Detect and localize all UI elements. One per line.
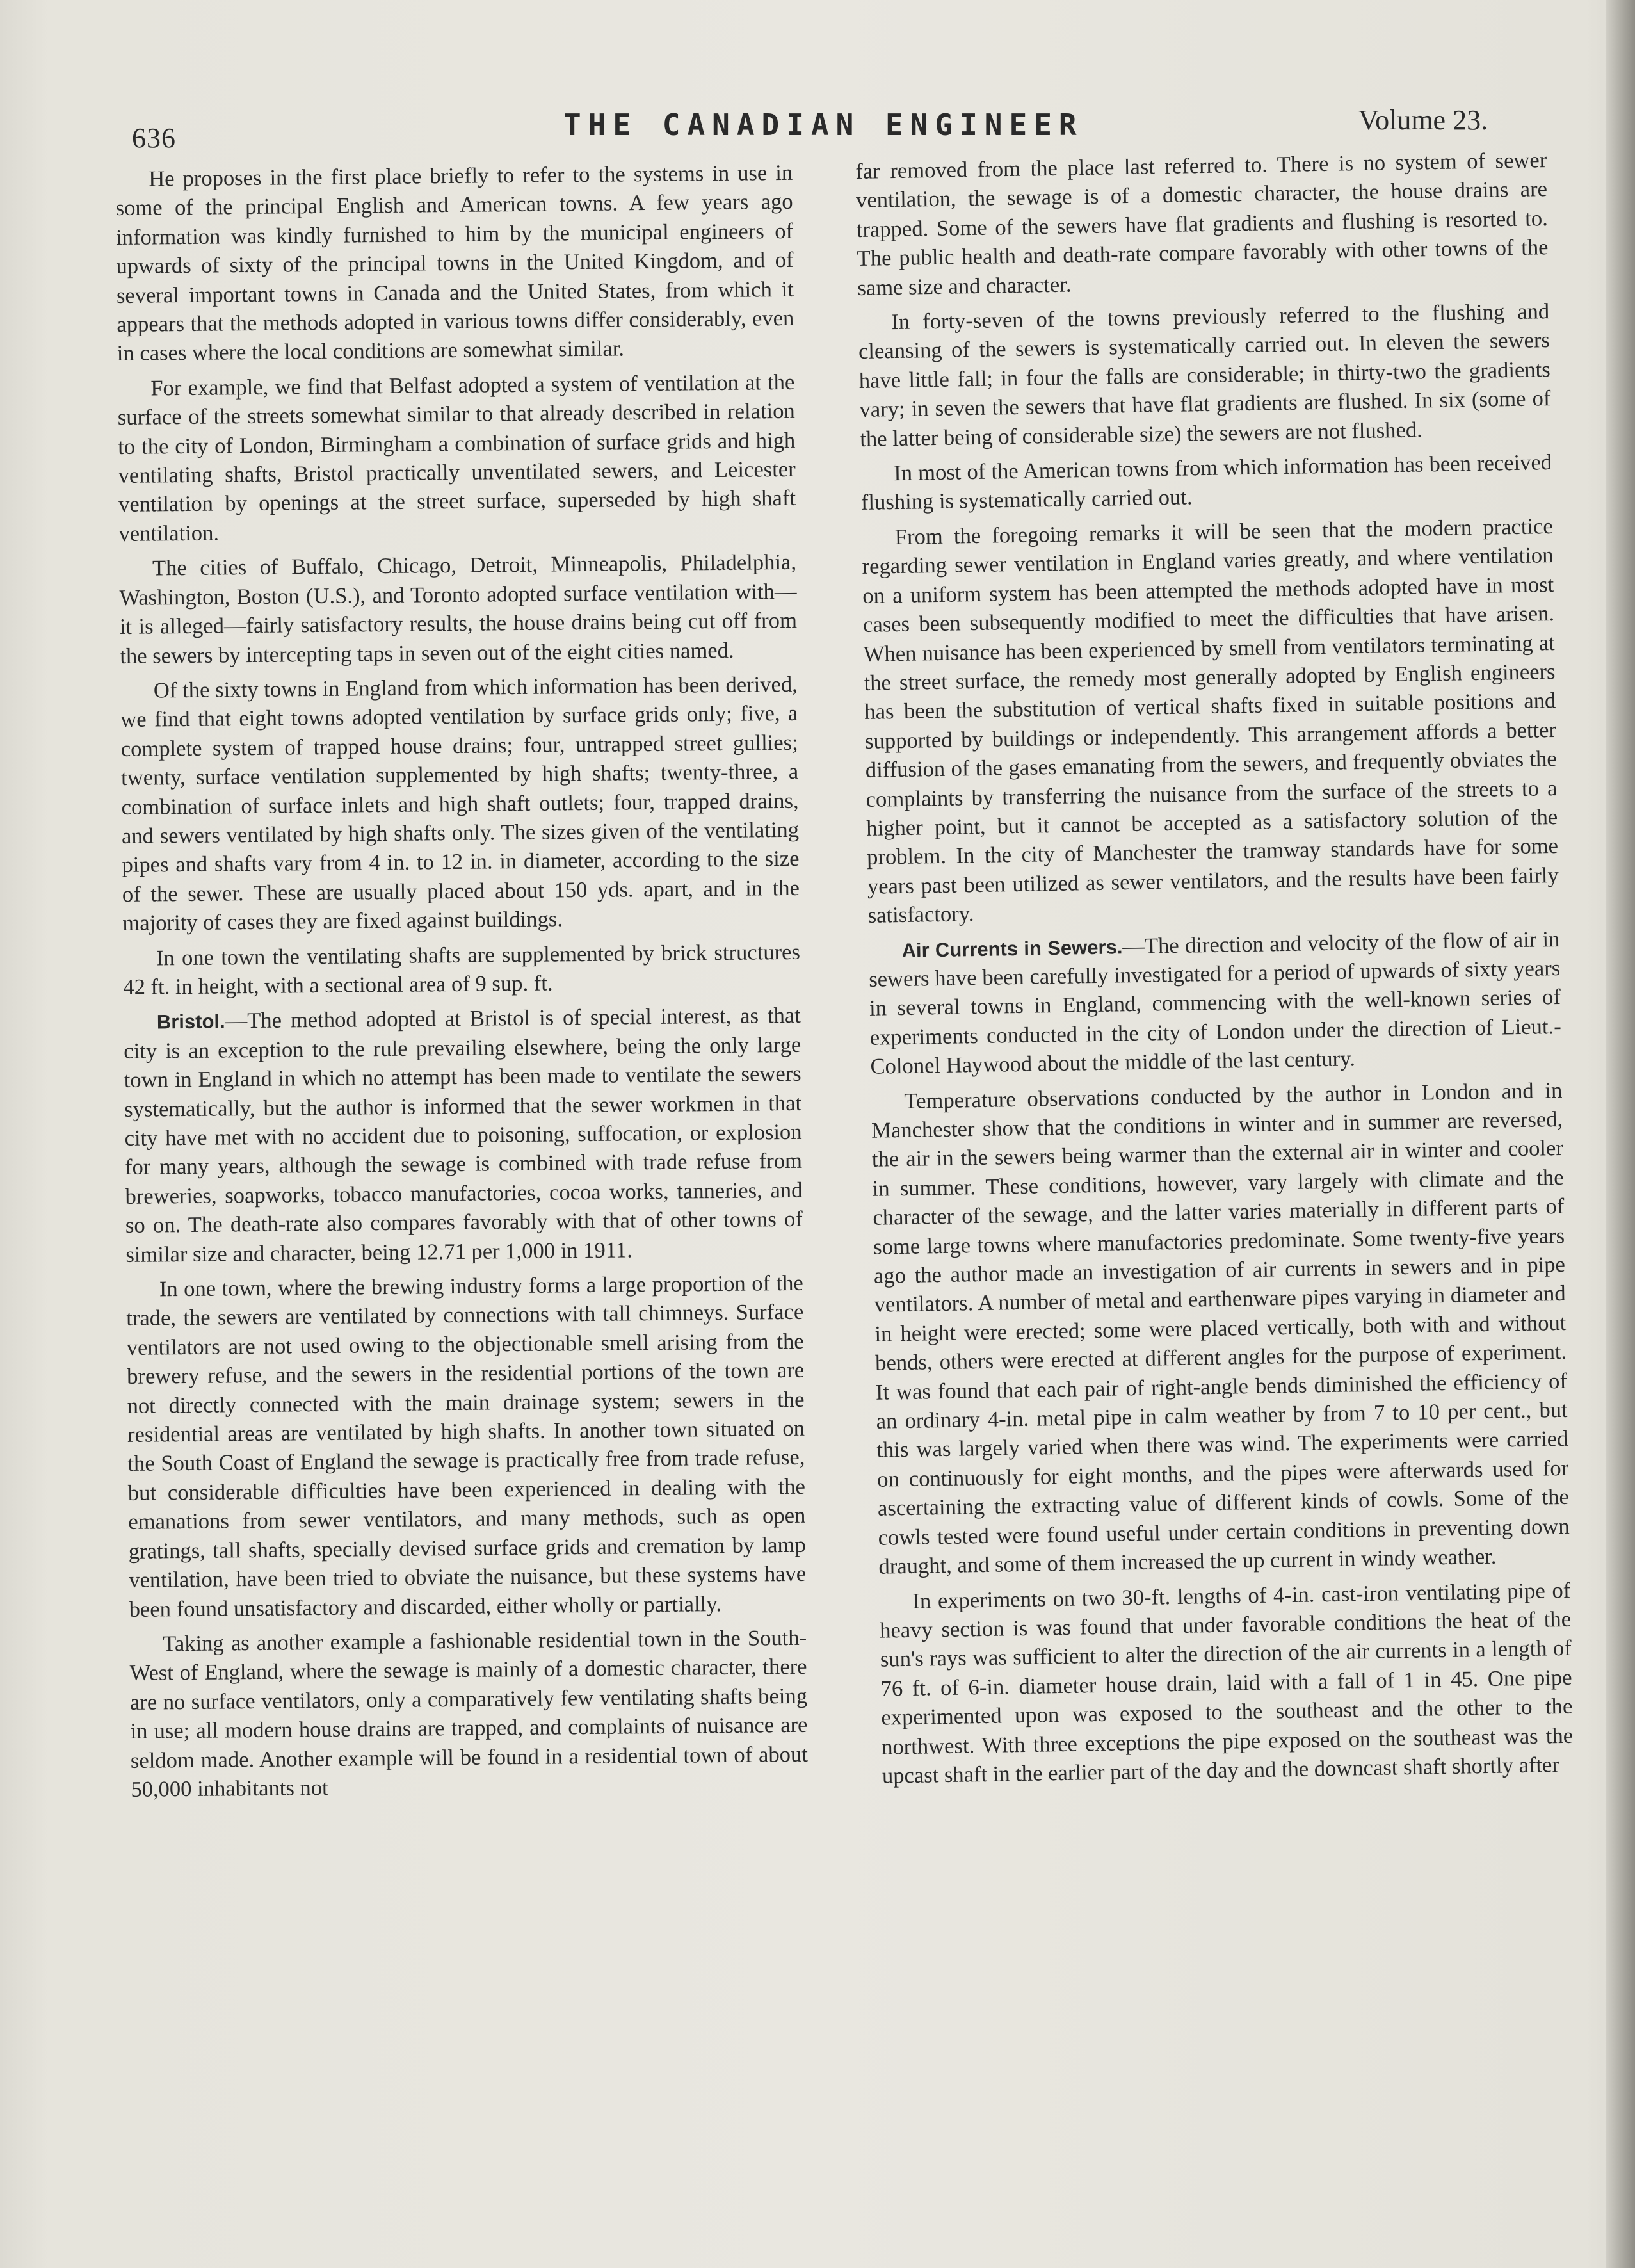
right-column — [855, 146, 1574, 1797]
paragraph — [124, 1001, 803, 1270]
paragraph: For example, we find that Belfast adopted a system of ventilation at the surface of the streets somewhat similar to that already described in relation to the city of London, Birmingham a combination of surface grids and high ventilating shafts, Bristol practically unventilated sewers, and Leicester ventilation by openings at the street surface, superseded by high shaft ventilation. — [117, 369, 796, 546]
paragraph: In most of the American towns from which information has been received flushing is systematically carried out. — [860, 450, 1552, 515]
journal-title: THE CANADIAN ENGINEER — [563, 108, 1084, 142]
paragraph: The cities of Buffalo, Chicago, Detroit, Minneapolis, Philadelphia, Washington, Boston (U.S.), and Toronto adopted surface ventilation with—it is alleged—fairly satisfactory results, the house drains being cut off from the sewers by intercepting taps in seven out of the eight cities named. — [119, 550, 798, 668]
left-column — [115, 159, 809, 1810]
paragraph: In one town the ventilating shafts are supplemented by brick structures 42 ft. in height, with a sectional area of 9 sup. ft. — [123, 939, 801, 1000]
volume-label: Volume 23. — [1358, 104, 1488, 136]
paragraph: In one town, where the brewing industry forms a large proportion of the trade, the sewers are ventilated by connections with tall chimneys. Surface ventilators are not used owing to the objectionable smell arising from the brewery refuse, and the sewers in the residential portions of the town are not directly connected with the main drainage system; sewers in the residential areas are ventilated by high shafts. In another town situated on the South Coast of England the sewage is practically free from trade refuse, but considerable difficulties have been experienced in dealing with the emanations from sewer ventilators, and many methods, such as open gratings, tall shafts, specially devised surface grids and cremation by lamp ventilation, have been tried to obviate the nuisance, but these systems have been found unsatisfactory and discarded, either wholly or partially. — [126, 1270, 807, 1622]
section-heading-air-currents: Air Currents in Sewers. — [901, 935, 1123, 962]
paragraph — [868, 925, 1562, 1081]
paragraph: In experiments on two 30-ft. lengths of 4-in. cast-iron ventilating pipe of heavy section is was found that under favorable conditions the heat of the sun's rays was sufficient to alter the direction of the air currents in a length of 76 ft. of 6-in. diameter house drain, laid with a fall of 1 in 45. One pipe experimented upon was exposed to the southeast and the other to the northwest. With three exceptions the pipe exposed on the southeast was the upcast shaft in the earlier part of the day and the downcast shaft shortly after — [879, 1578, 1574, 1788]
paragraph: Temperature observations conducted by the author in London and in Manchester show that the conditions in winter and in summer are reversed, the air in the sewers being warmer than the external air in winter and cooler in summer. These conditions, however, vary largely with climate and the character of the sewage, and the latter varies materially in different parts of some large towns where manufactories predominate. Some twenty-five years ago the author made an investigation of air currents in sewers and in pipe ventilators. A number of metal and earthenware pipes varying in diameter and in height were erected; some were placed vertically, both with and without bends, others were erected at different angles for the purpose of experiment. It was found that each pair of right-angle bends diminished the efficiency of an ordinary 4-in. metal pipe in calm weather by from 7 to 10 per cent., but this was largely varied when there was wind. The experiments were carried on continuously for eight months, and the pipes were afterwards used for ascertaining the extracting value of different kinds of cowls. Some of the cowls tested were found useful under certain conditions in preventing down draught, and some of them increased the up current in windy weather. — [871, 1078, 1570, 1579]
paragraph: He proposes in the first place briefly to refer to the systems in use in some of the principal English and American towns. A few years ago information was kindly furnished to him by the municipal engineers of upwards of sixty of the principal towns in the United Kingdom, and of several important towns in Canada and the United States, from which it appears that the methods adopted in various towns differ considerably, even in cases where the local conditions are somewhat similar. — [115, 160, 794, 366]
paragraph: far removed from the place last referred to. There is no system of sewer ventilation, the sewage is of a domestic character, the house drains are trapped. Some of the sewers have flat gradients and flushing is resorted to. The public health and death-rate compare favorably with other towns of the same size and character. — [855, 148, 1549, 300]
page-binding-edge — [1606, 0, 1635, 2268]
paragraph: Taking as another example a fashionable residential town in the South-West of England, where the sewage is mainly of a domestic character, there are no surface ventilators, only a comparatively few ventilating shafts being in use; all modern house drains are trapped, and complaints of nuisance are seldom made. Another example will be found in a residential town of about 50,000 inhabitants not — [129, 1625, 809, 1802]
paragraph: From the foregoing remarks it will be seen that the modern practice regarding sewer ventilation in England varies greatly, and where ventilation on a uniform system has been attempted the methods adopted have in most cases been subsequently modified to meet the difficulties that have arisen. When nuisance has been experienced by smell from ventilators terminating at the street surface, the remedy most generally adopted by English engineers has been the substitution of vertical shafts fixed in suitable positions and supported by buildings or independently. This arrangement affords a better diffusion of the gases emanating from the sewers, and frequently obviates the complaints by transferring the nuisance from the surface of the streets to a higher point, but it cannot be accepted as a satisfactory solution of the problem. In the city of Manchester the tramway standards have for some years past been utilized as sewer ventilators, and the results have been fairly satisfactory. — [862, 514, 1559, 928]
paragraph: Of the sixty towns in England from which information has been derived, we find that eight towns adopted ventilation by surface grids only; five, a complete system of trapped house drains; four, untrapped street gullies; twenty, surface ventilation supplemented by high shafts; twenty-three, a combination of surface inlets and high shaft outlets; four, trapped drains, and sewers ventilated by high shafts only. The sizes given of the ventilating pipes and shafts vary from 4 in. to 12 in. in diameter, according to the size of the sewer. These are usually placed about 150 yds. apart, and in the majority of cases they are fixed against buildings. — [120, 672, 800, 936]
paragraph-text: —The direction and velocity of the flow of air in sewers have been carefully investigated for a period of upwards of sixty years in several towns in England, commencing with the well-known series of experiments conducted in the city of London under the direction of Lieut.-Colonel Haywood about the middle of the last century. — [868, 927, 1561, 1079]
section-heading-bristol: Bristol. — [156, 1010, 225, 1033]
paragraph: In forty-seven of the towns previously referred to the flushing and cleansing of the sewers is systematically carried out. In eleven the sewers have little fall; in four the falls are considerable; in thirty-two the gradients vary; in seven the sewers that have flat gradients are flushed. In six (some of the latter being of considerable size) the sewers are not flushed. — [858, 299, 1551, 451]
paragraph-text: —The method adopted at Bristol is of special interest, as that city is an exception to the rule prevailing elsewhere, being the only large town in England in which no attempt has been made to ventilate the sewers systematically, but the author is informed that the sewer workmen in that city have met with no accident due to poisoning, suffocation, or explosion for many years, although the sewage is combined with trade refuse from breweries, soapworks, tobacco manufactories, cocoa works, tanneries, and so on. The death-rate also compares favorably with that of other towns of similar size and character, being 12.71 per 1,000 in 1911. — [124, 1003, 803, 1267]
page-number: 636 — [132, 122, 176, 154]
